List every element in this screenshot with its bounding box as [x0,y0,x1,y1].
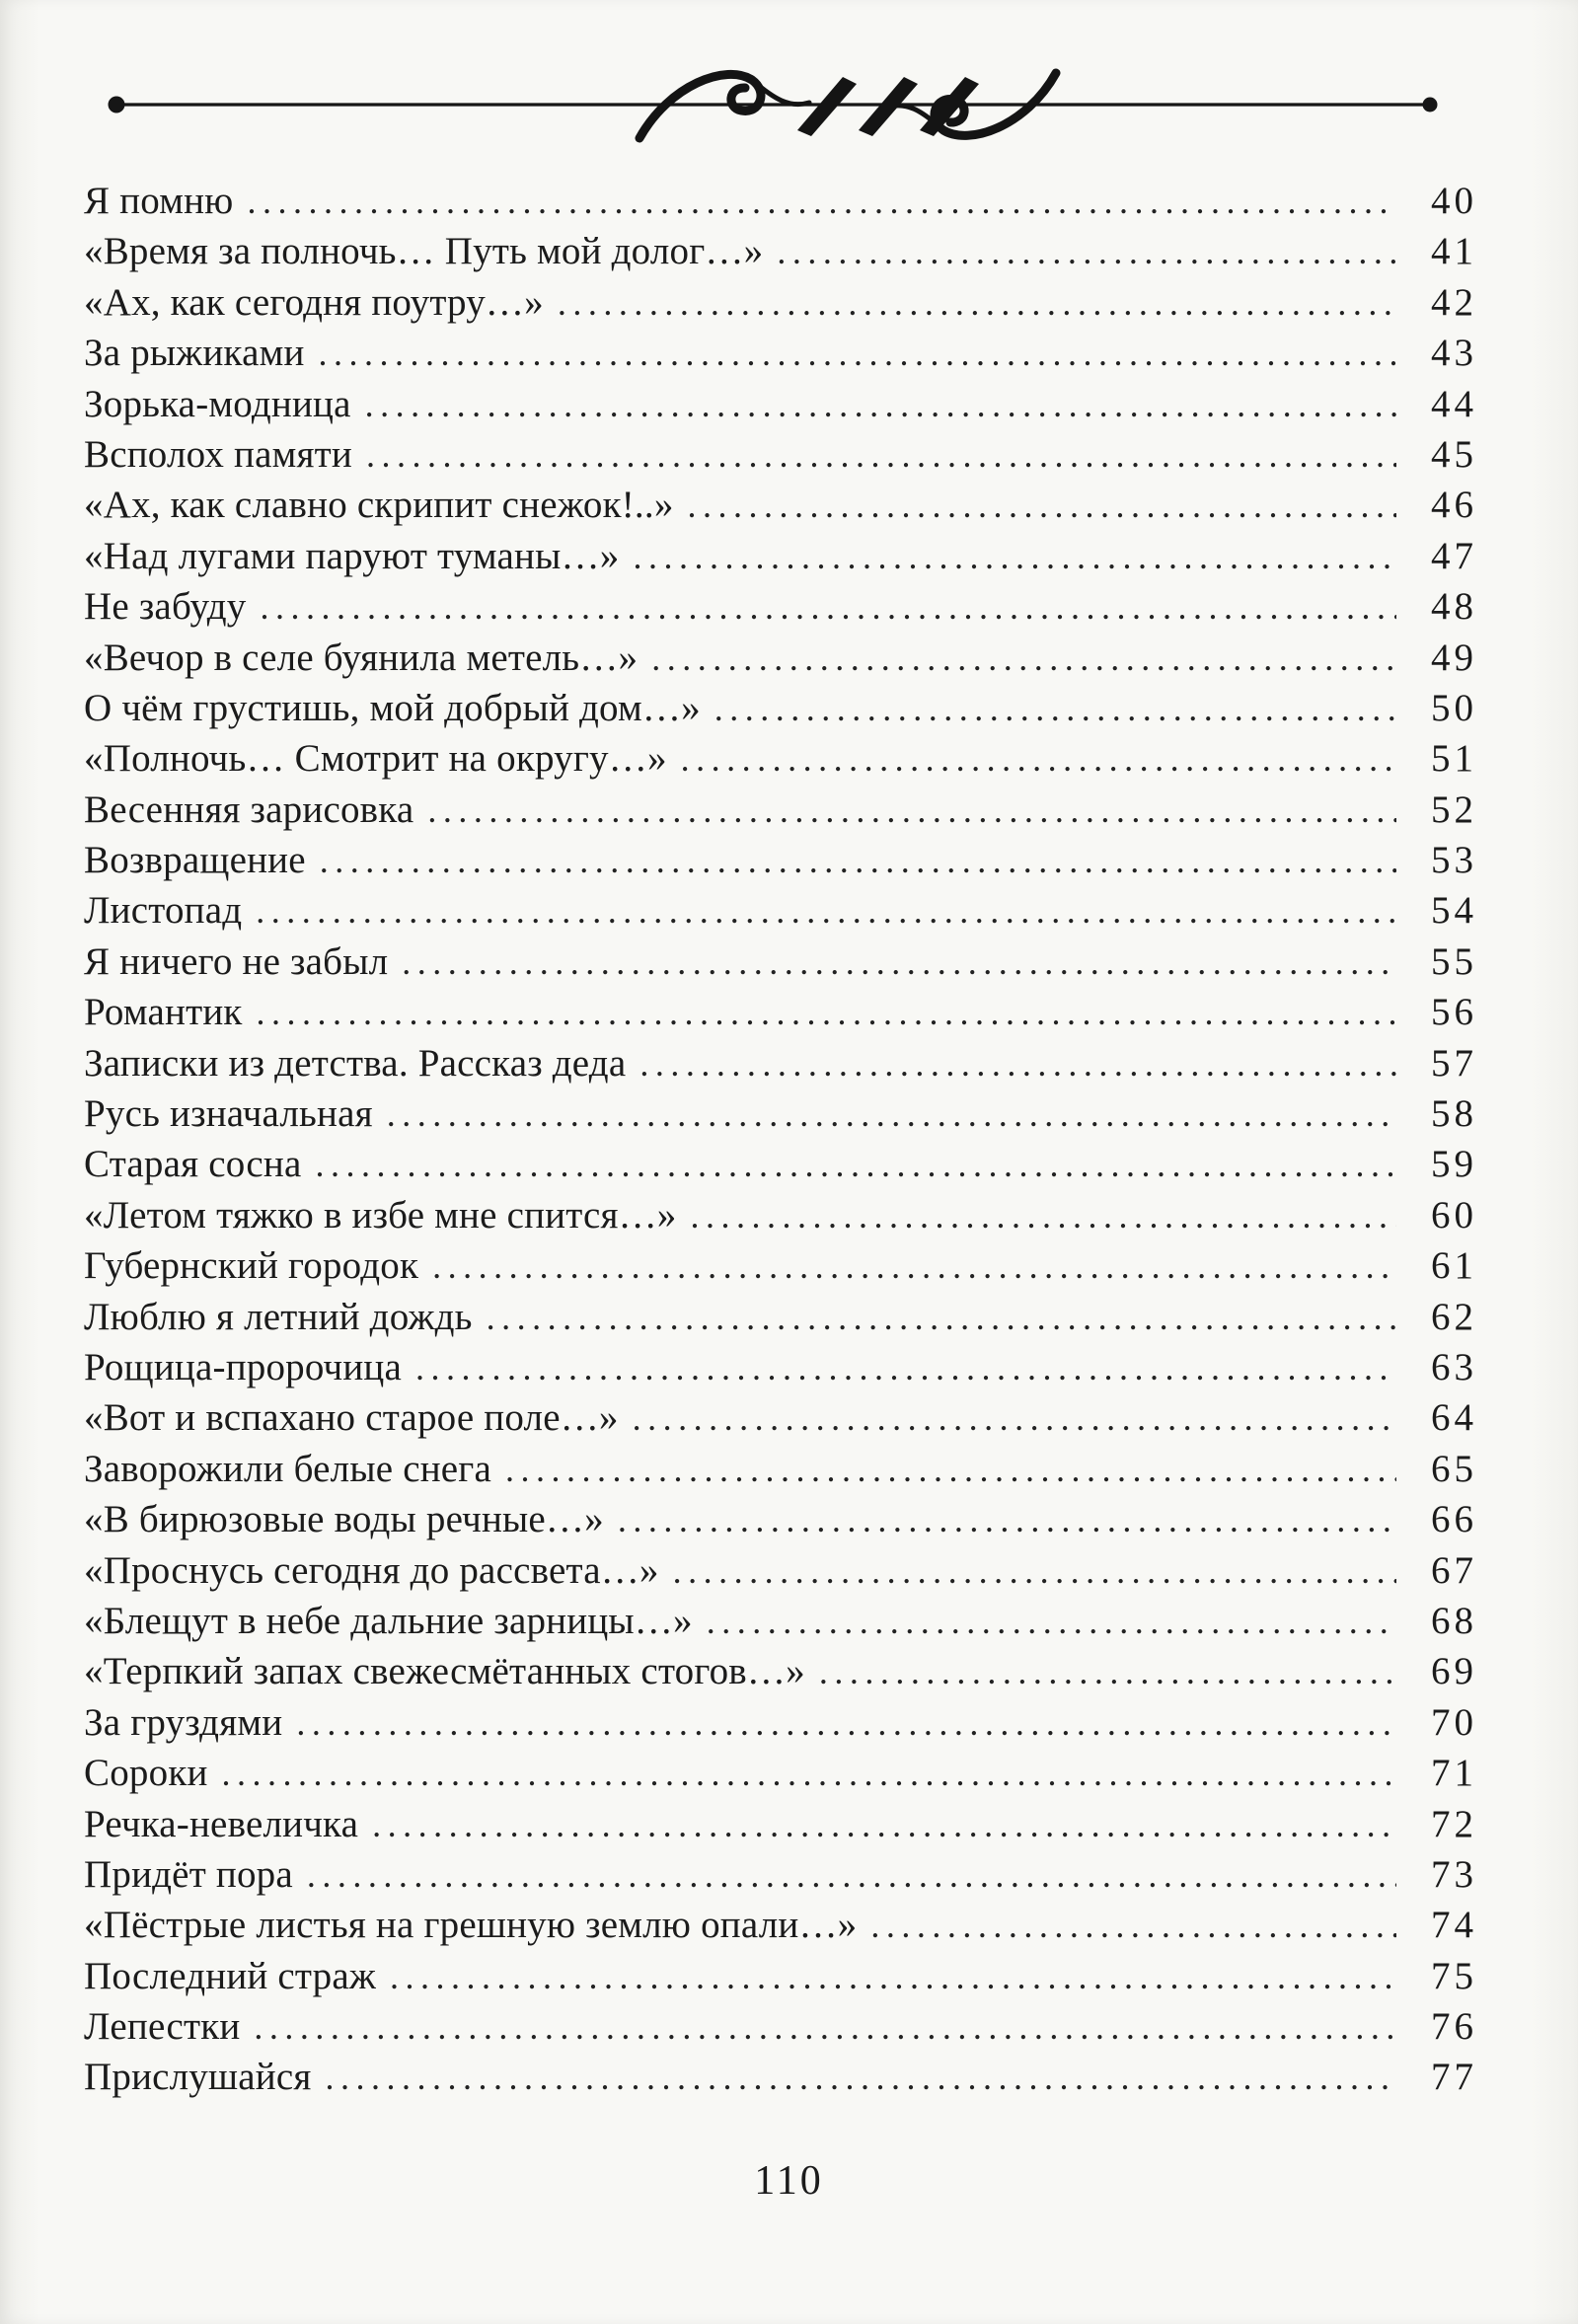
toc-entry [84,379,1477,429]
toc-entry-title: Весенняя зарисовка [84,787,414,831]
toc-entry-page: 49 [1431,636,1477,679]
page-number: 110 [754,2158,824,2204]
toc-entry-title: «Вечор в селе буянила метель…» [84,636,639,679]
toc-entry-title: Заворожили белые снега [84,1447,491,1490]
toc-entry-title: Губернский городок [84,1244,419,1288]
dot-leader [222,1748,1396,1799]
dot-leader [681,733,1396,785]
toc-entry-title: Сороки [84,1752,208,1795]
toc-entry-title: «Время за полночь… Путь мой долог…» [84,230,764,273]
toc-entry-title: Речка-невеличка [84,1802,359,1845]
dot-leader [296,1697,1396,1749]
toc-entry [84,835,1477,885]
toc-entry-title: Романтик [84,991,243,1034]
toc-entry [84,683,1477,733]
toc-entry-page: 76 [1431,2005,1477,2049]
dot-leader [257,987,1396,1038]
toc-entry-title: Последний страж [84,1954,376,1997]
toc-entry-title: «Ах, как сегодня поутру…» [84,280,544,324]
toc-entry-title: Всполох памяти [84,432,352,476]
toc-entry-title: «Блещут в небе дальние зарницы…» [84,1599,693,1642]
toc-entry-title: За груздями [84,1700,283,1744]
dot-leader [390,1951,1396,2002]
toc-entry-page: 43 [1431,332,1477,375]
toc-entry [84,1190,1477,1240]
dot-leader [325,2052,1396,2103]
dot-leader [402,937,1396,988]
toc-entry [84,1392,1477,1443]
toc-entry [84,429,1477,480]
toc-entry-page: 47 [1431,534,1477,577]
toc-entry-page: 71 [1431,1752,1477,1795]
divider-ornament-icon [107,47,1441,158]
dot-leader [691,1190,1396,1241]
toc-entry [84,937,1477,987]
toc-entry [84,1900,1477,1950]
toc-entry-title: Листопад [84,889,243,933]
toc-entry [84,1951,1477,2001]
dot-leader [633,1392,1396,1444]
toc-entry [84,1038,1477,1088]
toc-entry-page: 62 [1431,1295,1477,1338]
dot-leader [673,1545,1396,1597]
dot-leader [688,480,1396,531]
toc-entry-title: Записки из детства. Рассказ деда [84,1041,627,1085]
toc-entry [84,176,1477,226]
table-of-contents [84,176,1477,2103]
toc-entry-page: 40 [1431,180,1477,222]
toc-entry [84,226,1477,276]
toc-entry-page: 72 [1431,1802,1477,1845]
toc-entry-page: 67 [1431,1548,1477,1592]
toc-entry [84,1088,1477,1139]
dot-leader [366,429,1396,481]
toc-entry-title: О чём грустишь, мой добрый дом…» [84,686,701,729]
toc-entry-title: Рощица-пророчица [84,1345,403,1388]
toc-entry-page: 53 [1431,839,1477,882]
dot-leader [714,683,1396,734]
dot-leader [372,1799,1396,1850]
toc-entry-page: 74 [1431,1904,1477,1947]
dot-leader [365,379,1396,430]
toc-entry-page: 51 [1431,737,1477,781]
page-footer [0,2157,1578,2205]
dot-leader [707,1596,1396,1647]
toc-entry-title: Не забуду [84,585,247,629]
dot-leader [651,633,1396,684]
toc-entry-page: 44 [1431,382,1477,425]
dot-leader [247,176,1396,227]
toc-entry [84,581,1477,632]
toc-entry-page: 70 [1431,1700,1477,1744]
toc-entry [84,633,1477,683]
toc-entry-title: «Терпкий запах свежесмётанных стогов…» [84,1650,805,1693]
toc-entry-title: «Полночь… Смотрит на округу…» [84,737,667,781]
dot-leader [387,1088,1396,1140]
dot-leader [415,1342,1396,1393]
toc-entry-page: 64 [1431,1396,1477,1440]
toc-entry-page: 75 [1431,1954,1477,1997]
toc-entry-title: Возвращение [84,839,306,882]
toc-entry [84,531,1477,581]
toc-entry [84,1697,1477,1748]
toc-entry [84,480,1477,530]
toc-entry-title: «Над лугами паруют туманы…» [84,534,620,577]
toc-entry-title: Придёт пора [84,1852,293,1896]
toc-entry [84,733,1477,784]
toc-entry-title: «Вот и вспахано старое поле…» [84,1396,619,1440]
toc-entry-page: 66 [1431,1498,1477,1541]
toc-entry [84,1646,1477,1696]
toc-entry-title: За рыжиками [84,332,305,375]
toc-entry-page: 42 [1431,280,1477,324]
toc-entry [84,277,1477,328]
dot-leader [254,2001,1396,2053]
toc-entry-page: 61 [1431,1244,1477,1288]
toc-entry [84,1240,1477,1291]
toc-entry-page: 77 [1431,2056,1477,2099]
toc-entry-page: 59 [1431,1143,1477,1186]
dot-leader [487,1292,1396,1343]
toc-entry-title: Зорька-модница [84,382,351,425]
dot-leader [505,1444,1396,1495]
dot-leader [320,835,1396,886]
toc-entry [84,1849,1477,1900]
toc-entry [84,1545,1477,1596]
toc-entry-page: 52 [1431,787,1477,831]
toc-entry-page: 50 [1431,686,1477,729]
toc-entry-title: Я помню [84,180,234,222]
toc-list [84,176,1477,2103]
toc-entry [84,1799,1477,1849]
toc-entry-title: Лепестки [84,2005,241,2049]
dot-leader [432,1240,1396,1292]
toc-entry-page: 58 [1431,1092,1477,1136]
dot-leader [618,1494,1396,1545]
toc-entry-title: «В бирюзовые воды речные…» [84,1498,604,1541]
toc-entry-page: 60 [1431,1193,1477,1237]
toc-entry [84,1596,1477,1646]
toc-entry [84,2001,1477,2052]
toc-entry [84,1139,1477,1189]
toc-entry [84,1342,1477,1392]
toc-entry-page: 48 [1431,585,1477,629]
toc-entry [84,987,1477,1037]
dot-leader [307,1849,1396,1901]
toc-entry-page: 73 [1431,1852,1477,1896]
toc-entry [84,1292,1477,1342]
dot-leader [633,531,1396,582]
toc-entry-page: 41 [1431,230,1477,273]
toc-entry-page: 54 [1431,889,1477,933]
dot-leader [256,885,1396,937]
toc-entry [84,328,1477,378]
toc-entry-title: «Проснусь сегодня до рассвета…» [84,1548,659,1592]
dot-leader [260,581,1396,633]
toc-entry-title: Русь изначальная [84,1092,373,1136]
toc-entry-title: «Ах, как славно скрипит снежок!..» [84,484,674,527]
dot-leader [319,328,1396,379]
toc-entry-title: «Летом тяжко в избе мне спится…» [84,1193,677,1237]
dot-leader [316,1139,1397,1190]
toc-entry [84,1494,1477,1544]
dot-leader [819,1646,1396,1697]
dot-leader [777,226,1396,277]
toc-entry-page: 68 [1431,1599,1477,1642]
toc-entry [84,785,1477,835]
toc-entry [84,885,1477,936]
toc-entry-page: 46 [1431,484,1477,527]
toc-entry [84,1748,1477,1798]
toc-entry-title: Я ничего не забыл [84,939,389,983]
toc-entry-title: Прислушайся [84,2056,312,2099]
dot-leader [427,785,1396,836]
toc-entry-page: 56 [1431,991,1477,1034]
toc-entry [84,2052,1477,2102]
dot-leader [558,277,1396,329]
toc-entry-page: 55 [1431,939,1477,983]
toc-entry-page: 65 [1431,1447,1477,1490]
toc-entry-title: Люблю я летний дождь [84,1295,473,1338]
toc-entry-page: 45 [1431,432,1477,476]
toc-entry-page: 57 [1431,1041,1477,1085]
dot-leader [639,1038,1396,1089]
dot-leader [870,1900,1396,1951]
toc-entry-title: «Пёстрые листья на грешную землю опали…» [84,1904,858,1947]
toc-entry-title: Старая сосна [84,1143,302,1186]
toc-entry-page: 69 [1431,1650,1477,1693]
toc-entry-page: 63 [1431,1345,1477,1388]
toc-entry [84,1444,1477,1494]
